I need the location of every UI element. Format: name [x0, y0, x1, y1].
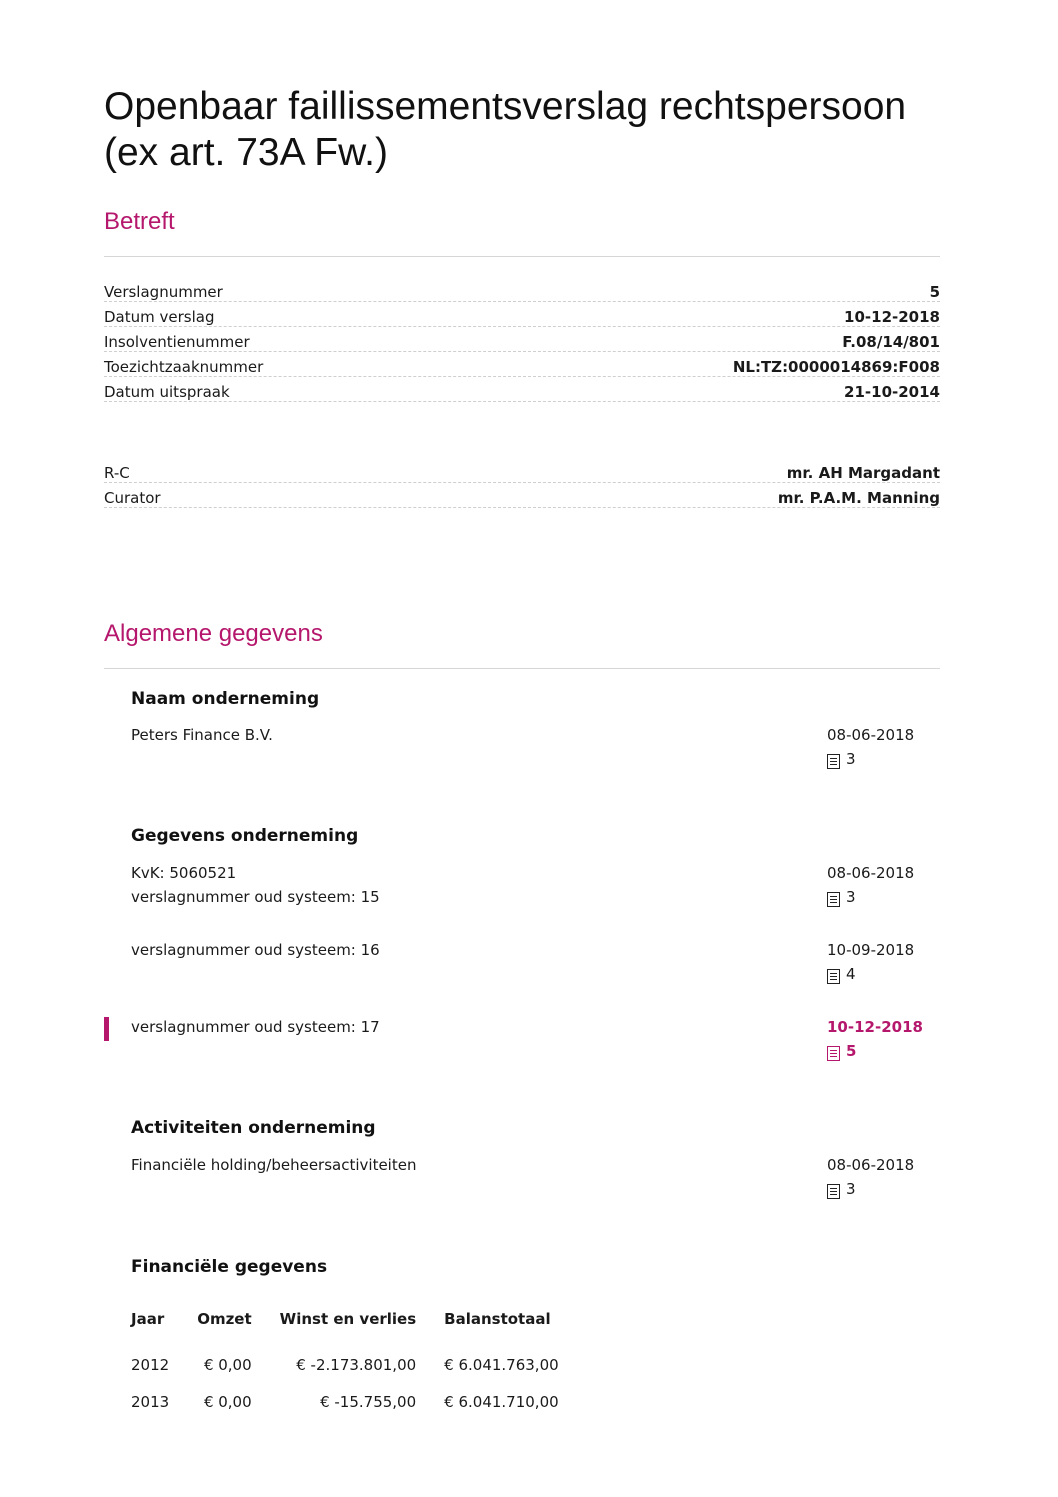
report-ref-number: 4	[846, 965, 856, 983]
report-ref-number: 3	[846, 888, 856, 906]
value: NL:TZ:0000014869:F008	[732, 358, 940, 376]
value: 21-10-2014	[844, 383, 940, 401]
cell-balanstotaal: € 6.041.710,00	[444, 1392, 559, 1411]
column-header-winst-en-verlies: Winst en verlies	[279, 1310, 417, 1328]
report-ref-link[interactable]	[827, 747, 940, 771]
cell-omzet: € 0,00	[203, 1392, 252, 1411]
document-icon	[827, 754, 840, 769]
subheading-gegevens-onderneming: Gegevens onderneming	[131, 826, 359, 846]
list-item-current	[131, 1015, 940, 1060]
row-datum-uitspraak	[104, 378, 940, 402]
entry-text: verslagnummer oud systeem: 15	[131, 888, 380, 906]
entry-date: 08-06-2018	[827, 1156, 915, 1174]
table-row	[131, 1346, 587, 1383]
entry-date: 08-06-2018	[827, 726, 915, 744]
list-item	[131, 723, 940, 768]
entry-date: 08-06-2018	[827, 864, 915, 882]
row-datum-verslag	[104, 303, 940, 327]
subheading-naam-onderneming: Naam onderneming	[131, 689, 320, 709]
entry-meta	[827, 1153, 940, 1201]
value: mr. AH Margadant	[786, 464, 940, 482]
label: Datum uitspraak	[104, 383, 230, 401]
label: Insolventienummer	[104, 333, 250, 351]
page-title: Openbaar faillissementsverslag rechtspersoon (ex art. 73A Fw.)	[104, 85, 907, 174]
row-insolventienummer	[104, 328, 940, 352]
label: R-C	[104, 464, 130, 482]
report-ref-number: 3	[846, 1180, 856, 1198]
entry-meta	[827, 861, 940, 909]
row-verslagnummer	[104, 278, 940, 302]
list-item	[131, 1153, 940, 1198]
entry-meta	[827, 723, 940, 771]
subheading-activiteiten-onderneming: Activiteiten onderneming	[131, 1118, 376, 1138]
row-rc	[104, 459, 940, 483]
label: Verslagnummer	[104, 283, 223, 301]
entry-text: verslagnummer oud systeem: 17	[131, 1018, 380, 1036]
entry-text: KvK: 5060521	[131, 864, 237, 882]
column-header-jaar: Jaar	[131, 1310, 165, 1328]
column-header-balanstotaal: Balanstotaal	[444, 1310, 551, 1328]
document-icon	[827, 1184, 840, 1199]
document-icon	[827, 1046, 840, 1061]
persons-table	[104, 459, 940, 509]
document-icon	[827, 969, 840, 984]
value: mr. P.A.M. Manning	[777, 489, 940, 507]
label: Toezichtzaaknummer	[104, 358, 264, 376]
document-icon	[827, 892, 840, 907]
column-header-omzet: Omzet	[197, 1310, 252, 1328]
betreft-table	[104, 278, 940, 403]
subheading-financiele-gegevens: Financiële gegevens	[131, 1257, 328, 1277]
cell-balanstotaal: € 6.041.763,00	[444, 1355, 559, 1374]
report-ref-link[interactable]	[827, 1177, 940, 1201]
entry-text: Financiële holding/beheersactiviteiten	[131, 1156, 417, 1174]
label: Curator	[104, 489, 161, 507]
cell-omzet: € 0,00	[203, 1355, 252, 1374]
list-item	[131, 861, 940, 909]
entry-date: 10-09-2018	[827, 941, 915, 959]
section-title-algemene-gegevens: Algemene gegevens	[104, 620, 323, 647]
report-ref-link[interactable]	[827, 885, 940, 909]
report-ref-number: 3	[846, 750, 856, 768]
financial-table	[131, 1310, 587, 1420]
report-ref-link[interactable]	[827, 1039, 940, 1063]
list-item	[131, 938, 940, 983]
cell-jaar: 2013	[131, 1392, 170, 1411]
section-title-betreft: Betreft	[104, 208, 175, 235]
value: F.08/14/801	[842, 333, 940, 351]
row-toezichtzaaknummer	[104, 353, 940, 377]
entry-text: verslagnummer oud systeem: 16	[131, 941, 380, 959]
divider	[104, 668, 940, 669]
value: 10-12-2018	[844, 308, 940, 326]
divider	[104, 256, 940, 257]
report-ref-number: 5	[846, 1042, 857, 1060]
table-header-row	[131, 1310, 587, 1346]
cell-winst-en-verlies: € -15.755,00	[320, 1392, 417, 1411]
change-marker	[104, 1017, 109, 1041]
entry-text: Peters Finance B.V.	[131, 726, 273, 744]
value: 5	[929, 283, 940, 301]
entry-date: 10-12-2018	[827, 1018, 923, 1036]
cell-winst-en-verlies: € -2.173.801,00	[296, 1355, 417, 1374]
row-curator	[104, 484, 940, 508]
cell-jaar: 2012	[131, 1355, 170, 1374]
report-ref-link[interactable]	[827, 962, 940, 986]
entry-meta	[827, 938, 940, 986]
entry-meta	[827, 1015, 940, 1063]
label: Datum verslag	[104, 308, 215, 326]
table-row	[131, 1383, 587, 1420]
